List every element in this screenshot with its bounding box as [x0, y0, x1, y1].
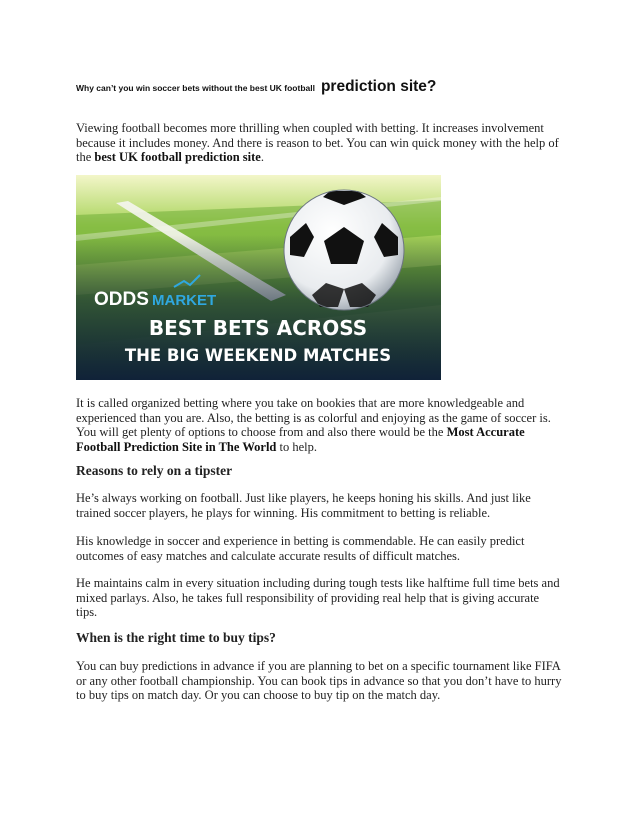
banner-headline-line1: BEST BETS ACROSS: [148, 316, 368, 340]
paragraph-tipster-calm: He maintains calm in every situation including during tough tests like halftime full time bets and mixed parlays. Also, he takes full responsibility of providing real help that is giving accurate tips.: [76, 576, 560, 619]
intro-end: .: [260, 150, 264, 164]
para2-bold-text: Most Accurate Football Prediction Site in The World: [76, 425, 525, 454]
para2-end: to help.: [276, 439, 317, 454]
heading-reasons: Reasons to rely on a tipster: [76, 463, 233, 478]
paragraph-organized-betting: [76, 396, 562, 454]
paragraph-tipster-skills: He’s always working on football. Just like players, he keeps honing his skills. And just like trained soccer players, he plays for winning. His commitment to betting is reliable.: [76, 491, 531, 520]
paragraph-buy-tips: You can buy predictions in advance if you are planning to bet on a specific tournament like FIFA or any other football championship. You can book tips in advance so that you don’t have to hurry to buy tips on match day. Or you can choose to buy tip on the match day.: [76, 659, 562, 702]
banner-headline-line2: THE BIG WEEKEND MATCHES: [124, 346, 392, 365]
title-small-text: Why can’t you win soccer bets without the best UK football: [76, 83, 315, 93]
para2-text: It is called organized betting where you take on bookies that are more knowledgeable and experienced than you are. Also, the betting is as colorful and enjoying as the game of soccer is. You will get plenty of options to choose from and also there would be the: [76, 396, 551, 439]
intro-paragraph: [76, 121, 562, 165]
brand-market-text: MARKET: [152, 292, 217, 309]
heading-right-time: When is the right time to buy tips?: [76, 630, 276, 645]
paragraph-tipster-knowledge: His knowledge in soccer and experience in betting is commendable. He can easily predict outcomes of easy matches and calculate accurate results of difficult matches.: [76, 534, 525, 563]
intro-text: Viewing football becomes more thrilling when coupled with betting. It increases involvement because it includes money. And there is reason to bet. You can win quick money with the help of the: [76, 121, 559, 164]
page-title: [76, 78, 436, 96]
intro-bold-link-text: best UK football prediction site: [94, 150, 261, 164]
promo-banner-image: [76, 175, 441, 380]
soccer-ball-icon: [284, 190, 404, 310]
brand-odds-text: ODDS: [94, 289, 149, 310]
title-large-text: prediction site?: [320, 78, 437, 95]
